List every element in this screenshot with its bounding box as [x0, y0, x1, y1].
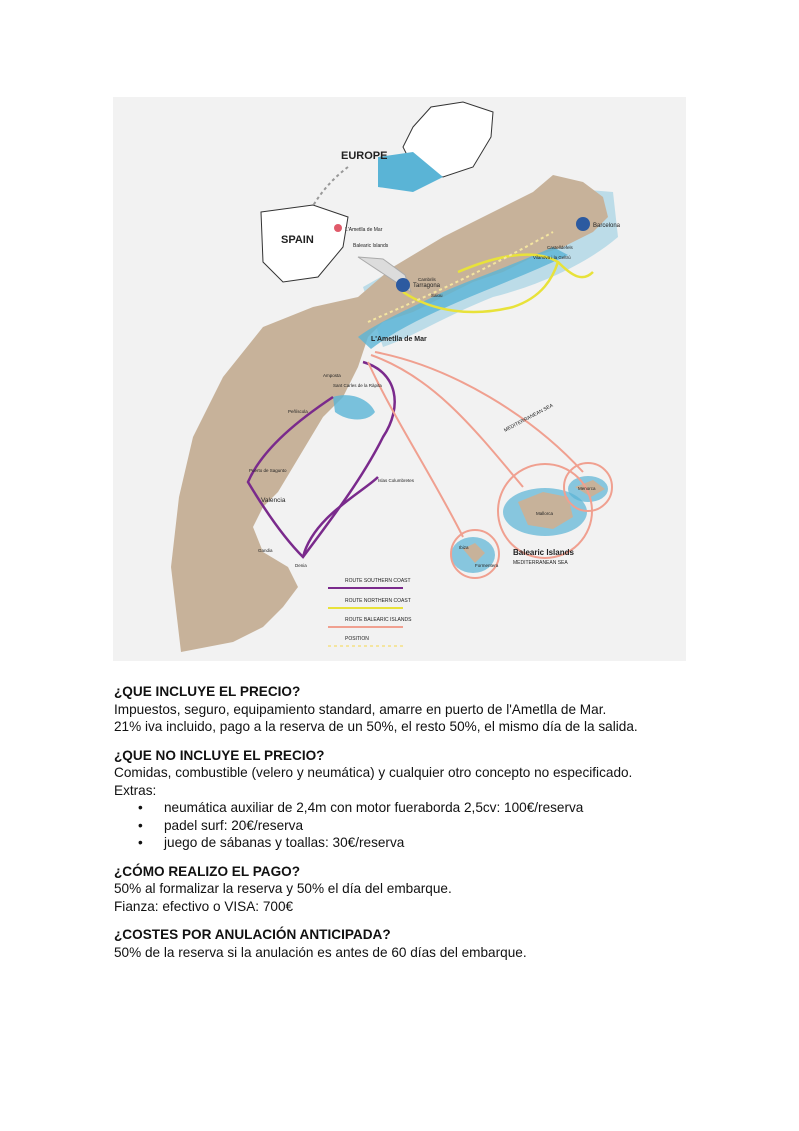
spain-ametlla-marker [334, 224, 342, 232]
section-line: Impuestos, seguro, equipamiento standard, amarre en puerto de l'Ametlla de Mar. [114, 701, 607, 717]
map-legend [328, 578, 412, 646]
section-line: Fianza: efectivo o VISA: 700€ [114, 898, 294, 914]
route-southern-line-2 [303, 477, 378, 557]
place-ametlla: L'Ametlla de Mar [371, 336, 427, 343]
place-columbretes: Islas Columbretes [378, 478, 415, 483]
route-balearic-line-2 [375, 352, 583, 472]
inset-islands-label: Balearic Islands [353, 243, 389, 249]
route-balearic-line-3 [368, 362, 463, 537]
spain-label: SPAIN [281, 234, 314, 246]
section-included [114, 683, 734, 736]
balearic-title: Balearic Islands [513, 548, 574, 557]
place-sagunto: Puerto de Sagunto [249, 468, 287, 473]
section-cancellation [114, 926, 734, 961]
delta-waters [333, 395, 375, 419]
place-mallorca: Mallorca [536, 511, 554, 516]
inset-town-label: L'Ametlla de Mar [345, 227, 383, 233]
extras-item: • juego de sábanas y toallas: 30€/reserva [138, 834, 734, 852]
extras-list [114, 799, 734, 852]
place-cambrils: Cambrils [418, 277, 436, 282]
route-map [113, 97, 686, 661]
barcelona-airport-icon [576, 217, 590, 231]
place-barcelona: Barcelona [593, 223, 621, 229]
section-title: ¿COSTES POR ANULACIÓN ANTICIPADA? [114, 927, 391, 942]
legend-label: ROUTE BALEARIC ISLANDS [345, 617, 412, 623]
section-line: 50% al formalizar la reserva y 50% el día del embarque. [114, 881, 452, 896]
place-ibiza: Ibiza [459, 545, 469, 550]
legend-label: POSITION [345, 636, 369, 642]
place-denia: Denia [295, 563, 307, 568]
section-title: ¿QUE INCLUYE EL PRECIO? [114, 684, 301, 699]
section-title: ¿QUE NO INCLUYE EL PRECIO? [114, 747, 325, 763]
section-line: 21% iva incluido, pago a la reserva de un 50%, el resto 50%, el mismo día de la salida. [114, 719, 638, 734]
section-payment [114, 863, 734, 916]
place-castelldefels: Castelldefels [547, 245, 573, 250]
place-peniscola: Peñíscola [288, 409, 308, 414]
place-amposta: Amposta [323, 373, 341, 378]
document-body [114, 683, 734, 972]
tarragona-airport-icon [396, 278, 410, 292]
balearic-subtitle: MEDITERRANEAN SEA [513, 560, 568, 566]
section-line: Extras: [114, 782, 157, 798]
route-map-svg [113, 97, 686, 661]
section-not-included [114, 747, 734, 852]
place-salou: Salou [431, 293, 443, 298]
section-line: 50% de la reserva si la anulación es antes de 60 días del embarque. [114, 944, 527, 960]
legend-label: ROUTE SOUTHERN COAST [345, 578, 411, 584]
place-gandia: Gandia [258, 548, 273, 553]
place-sant-carles: Sant Carles de la Ràpita [333, 383, 382, 388]
place-menorca: Menorca [578, 486, 596, 491]
section-title: ¿CÓMO REALIZO EL PAGO? [114, 863, 301, 879]
legend-label: ROUTE NORTHERN COAST [345, 598, 411, 604]
place-vilanova: Vilanova i la Geltrú [533, 255, 571, 260]
place-tarragona: Tarragona [413, 283, 441, 289]
europe-label: EUROPE [341, 150, 388, 162]
place-formentera: Formentera [475, 563, 499, 568]
extras-item: • padel surf: 20€/reserva [138, 817, 734, 835]
place-valencia: Valencia [261, 497, 286, 504]
mediterranean-diagonal-label: MEDITERRANEAN SEA [503, 402, 555, 434]
section-line: Comidas, combustible (velero y neumática) y cualquier otro concepto no especificado. [114, 765, 633, 780]
extras-item: • neumática auxiliar de 2,4m con motor fueraborda 2,5cv: 100€/reserva [138, 799, 734, 817]
